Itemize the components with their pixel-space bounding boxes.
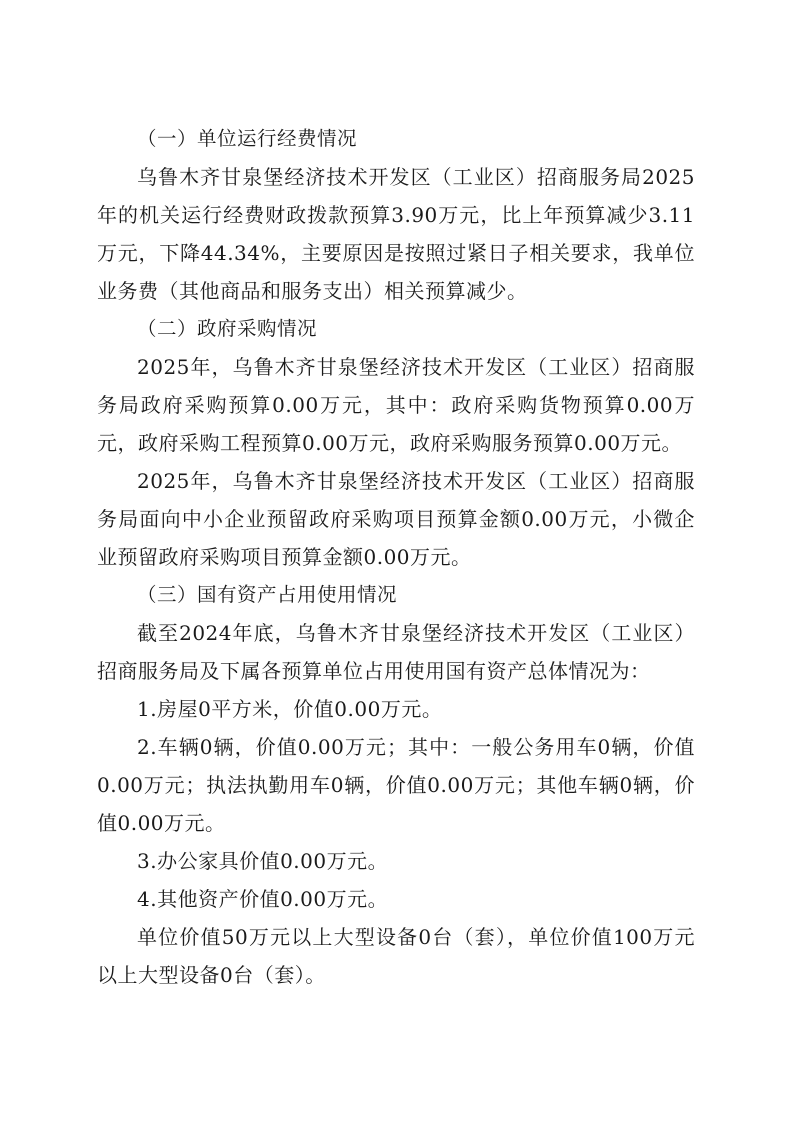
paragraph-assets-furniture: 3.办公家具价值0.00万元。 [137,849,389,873]
paragraph-procurement-sme: 2025年，乌鲁木齐甘泉堡经济技术开发区（工业区）招商服务局面向中小企业预留政府采购项目预算金额0.00万元，小微企业预留政府采购项目预算金额0.00万元。 [97,469,695,569]
section-heading-government-procurement: （二）政府采购情况 [137,317,318,340]
paragraph-operating-expenses: 乌鲁木齐甘泉堡经济技术开发区（工业区）招商服务局2025年的机关运行经费财政拨款预算3.90万元，比上年预算减少3.11万元，下降44.34%，主要原因是按照过紧日子相关要求，我单位业务费（其他商品和服务支出）相关预算减少。 [97,165,695,303]
document-body [97,120,695,994]
section-heading-state-assets: （三）国有资产占用使用情况 [137,583,398,606]
paragraph-assets-equipment: 单位价值50万元以上大型设备0台（套），单位价值100万元以上大型设备0台（套）。 [97,925,695,987]
paragraph-assets-other: 4.其他资产价值0.00万元。 [137,887,389,911]
paragraph-assets-vehicles: 2.车辆0辆，价值0.00万元；其中：一般公务用车0辆，价值0.00万元；执法执勤用车0辆，价值0.00万元；其他车辆0辆，价值0.00万元。 [97,735,695,835]
paragraph-assets-buildings: 1.房屋0平方米，价值0.00万元。 [137,697,443,721]
section-heading-operating-expenses: （一）单位运行经费情况 [137,127,358,150]
paragraph-assets-overview: 截至2024年底，乌鲁木齐甘泉堡经济技术开发区（工业区）招商服务局及下属各预算单位占用使用国有资产总体情况为： [97,621,695,683]
paragraph-procurement-budget: 2025年，乌鲁木齐甘泉堡经济技术开发区（工业区）招商服务局政府采购预算0.00万元，其中：政府采购货物预算0.00万元，政府采购工程预算0.00万元，政府采购服务预算0.00万元。 [97,355,695,455]
